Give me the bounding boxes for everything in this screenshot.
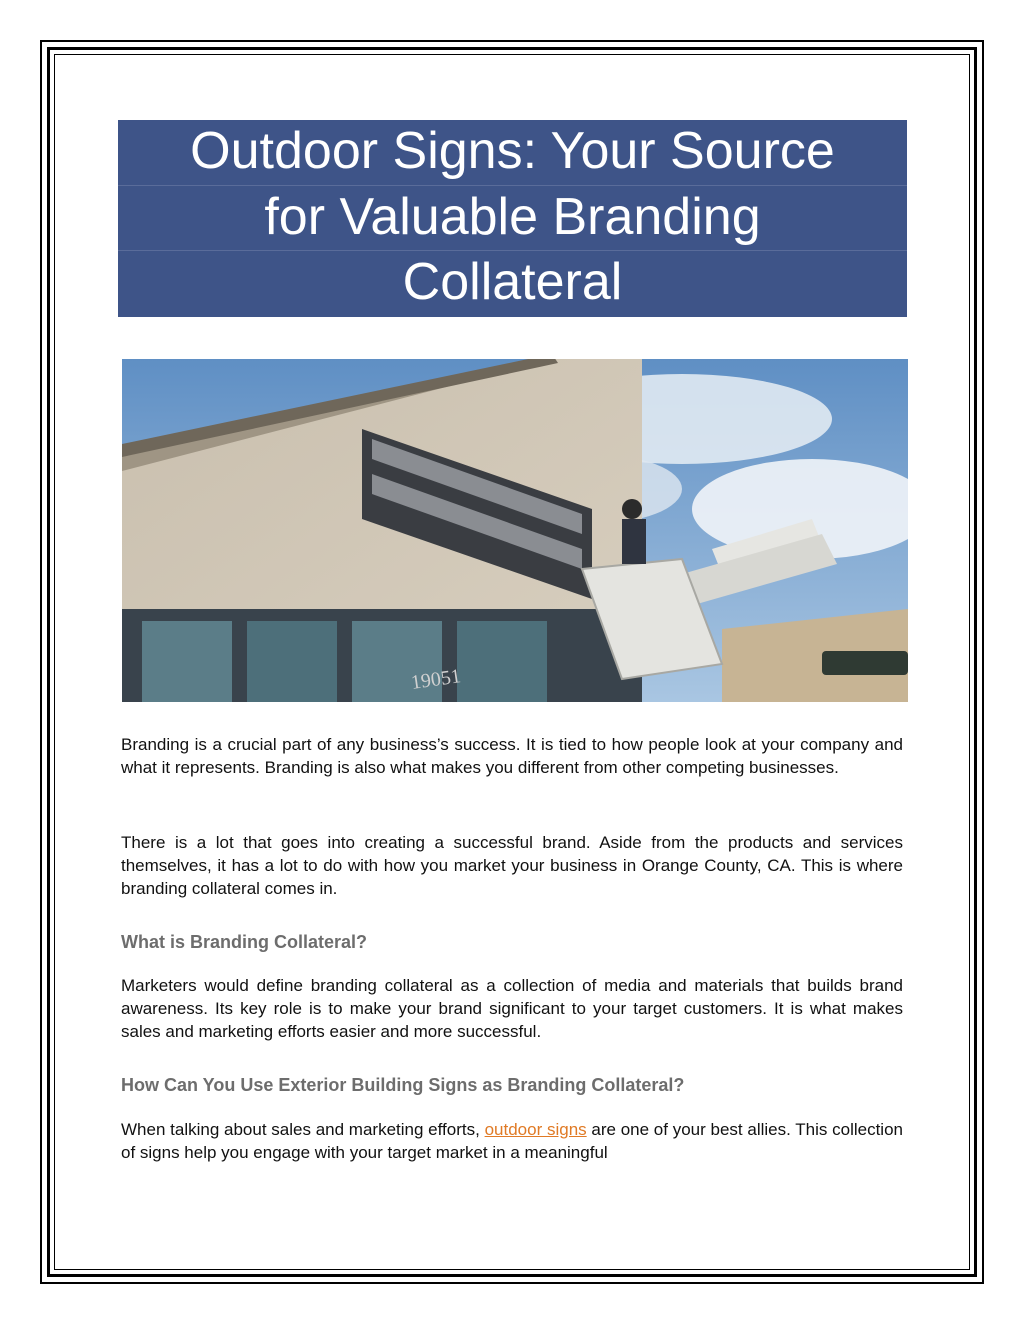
paragraph-text-before-link: When talking about sales and marketing efforts,	[121, 1120, 485, 1139]
title-line-3: Collateral	[118, 250, 907, 316]
heading-what-is-branding-collateral: What is Branding Collateral?	[121, 932, 368, 952]
hero-photo-sign-installation	[122, 359, 908, 702]
title-banner	[118, 120, 907, 317]
paragraph-text-after-link: are one of your best allies. This collection of signs help you engage with your target market in a meaningful	[121, 1120, 903, 1162]
title-line-1: Outdoor Signs: Your Source	[190, 122, 835, 180]
paragraph-outdoor-signs	[121, 1118, 903, 1164]
paragraph-branding-intro: Branding is a crucial part of any business’s success. It is tied to how people look at your company and what it represents. Branding is also what makes you different from other competing businesses.	[121, 735, 903, 777]
outdoor-signs-link[interactable]: outdoor signs	[484, 1120, 587, 1139]
address-number: 19051	[409, 665, 463, 694]
heading-exterior-signs: How Can You Use Exterior Building Signs as Branding Collateral?	[121, 1075, 685, 1095]
paragraph-successful-brand: There is a lot that goes into creating a successful brand. Aside from the products and services themselves, it has a lot to do with how you market your business in Orange County, CA. This is where branding collateral comes in.	[121, 833, 903, 898]
title-line-2: for Valuable Branding	[118, 185, 907, 251]
paragraph-branding-collateral-definition: Marketers would define branding collateral as a collection of media and materials that builds brand awareness. Its key role is to make your brand significant to your target customers. It is what makes sales and marketing efforts easier and more successful.	[121, 976, 903, 1041]
